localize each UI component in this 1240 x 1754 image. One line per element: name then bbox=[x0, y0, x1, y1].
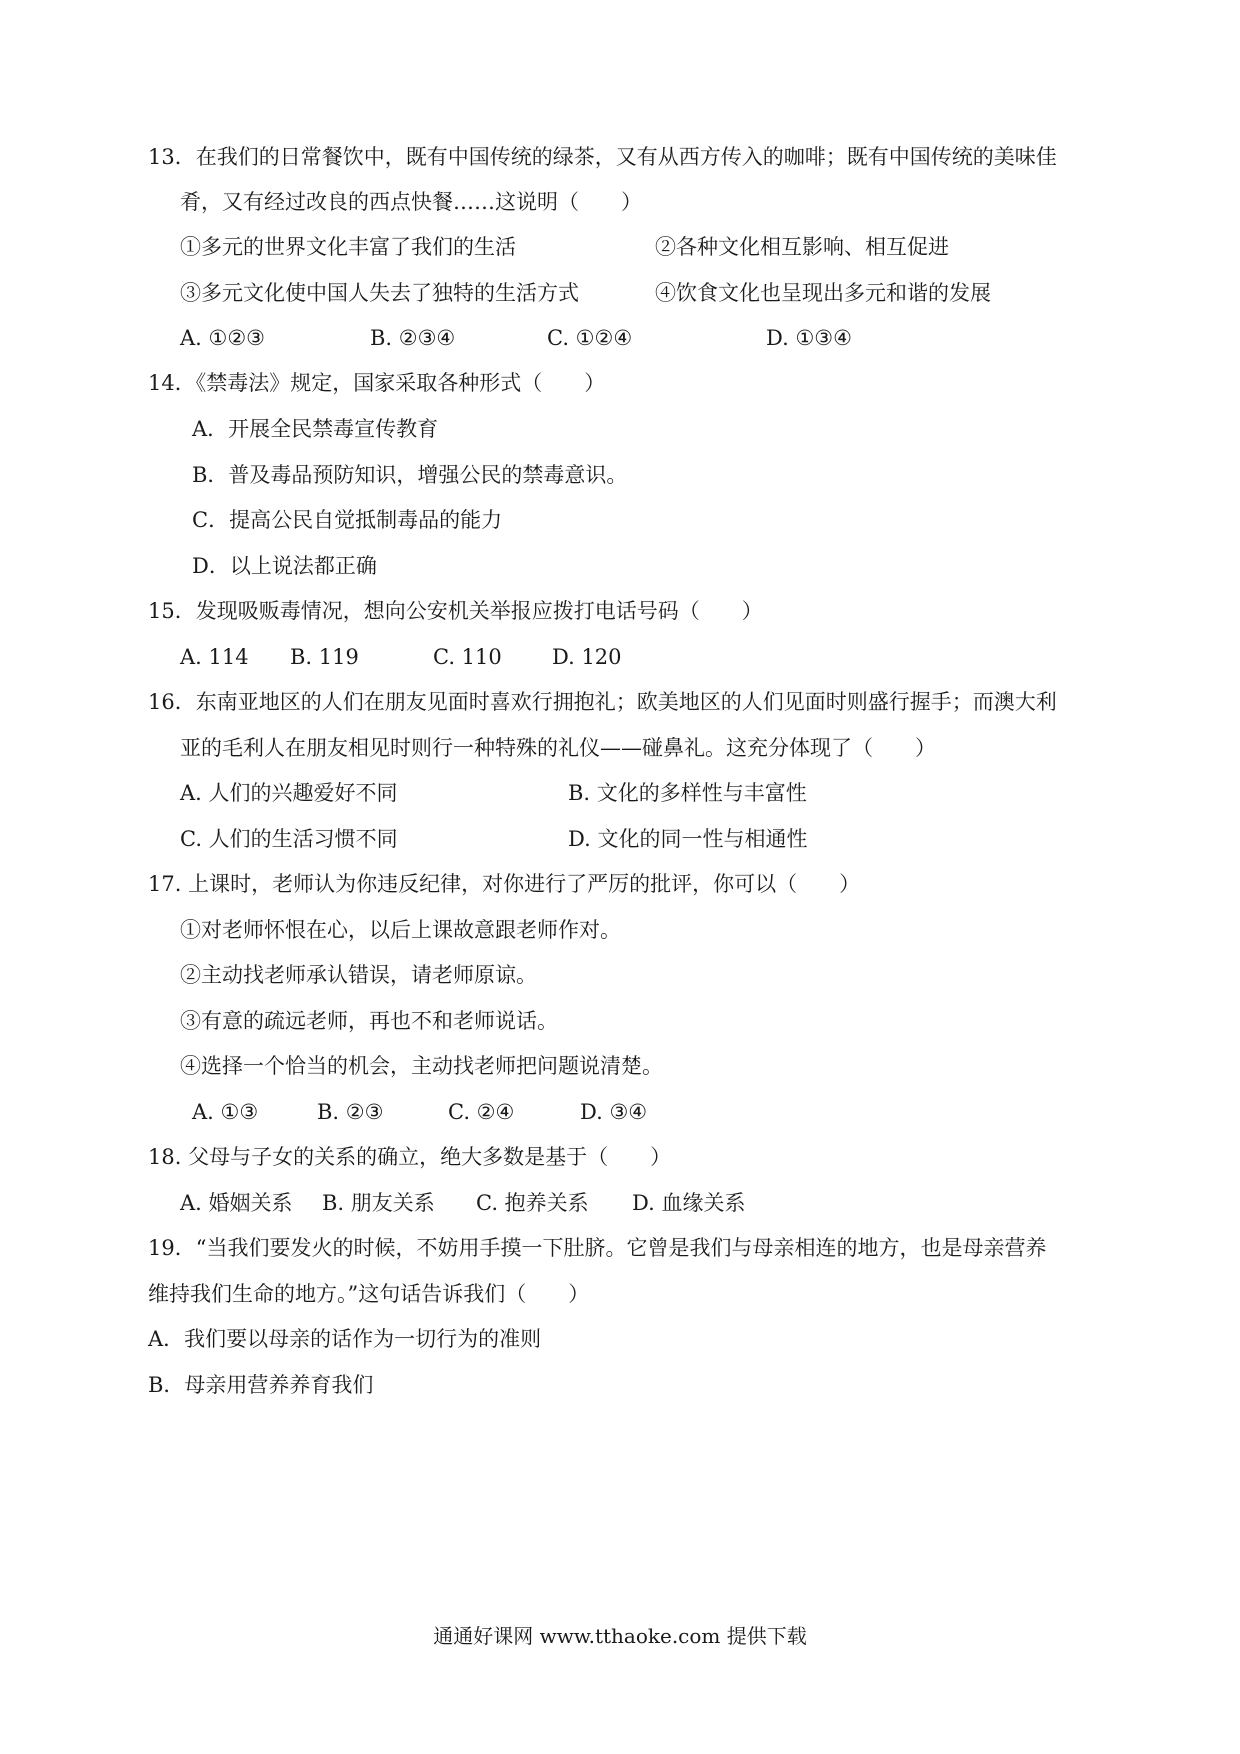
question-19-line-1: 19．“当我们要发火的时候，不妨用手摸一下肚脐。它曾是我们与母亲相连的地方，也是母亲营养 bbox=[148, 1236, 1047, 1260]
question-15-stem: 15．发现吸贩毒情况，想向公安机关举报应拨打电话号码（ ） bbox=[148, 599, 763, 623]
question-13-option-a: A. ①②③ bbox=[180, 326, 265, 350]
question-17-statement-2: ②主动找老师承认错误，请老师原谅。 bbox=[180, 963, 537, 987]
question-15-option-c: C. 110 bbox=[433, 645, 502, 669]
question-17-option-a: A. ①③ bbox=[192, 1100, 259, 1124]
question-19-line-2: 维持我们生命的地方。”这句话告诉我们（ ） bbox=[148, 1282, 590, 1306]
question-18-option-a: A. 婚姻关系 bbox=[180, 1191, 293, 1215]
question-15-option-b: B. 119 bbox=[290, 645, 359, 669]
question-17-option-b: B. ②③ bbox=[317, 1100, 384, 1124]
question-14-option-c: C．提高公民自觉抵制毒品的能力 bbox=[192, 508, 503, 532]
question-17-option-c: C. ②④ bbox=[448, 1100, 515, 1124]
question-17-statement-3: ③有意的疏远老师，再也不和老师说话。 bbox=[180, 1009, 558, 1033]
question-18-option-d: D. 血缘关系 bbox=[632, 1191, 746, 1215]
question-16-option-b: B. 文化的多样性与丰富性 bbox=[568, 781, 807, 805]
question-13-statement-4: ④饮食文化也呈现出多元和谐的发展 bbox=[655, 281, 991, 305]
question-17-statement-4: ④选择一个恰当的机会，主动找老师把问题说清楚。 bbox=[180, 1054, 663, 1078]
question-15-option-a: A. 114 bbox=[180, 645, 249, 669]
question-18-option-b: B. 朋友关系 bbox=[322, 1191, 435, 1215]
question-16-option-a: A. 人们的兴趣爱好不同 bbox=[180, 781, 398, 805]
question-16-line-2: 亚的毛利人在朋友相见时则行一种特殊的礼仪——碰鼻礼。这充分体现了（ ） bbox=[180, 736, 936, 760]
question-13-statement-3: ③多元文化使中国人失去了独特的生活方式 bbox=[180, 281, 579, 305]
question-15-option-d: D. 120 bbox=[552, 645, 622, 669]
question-13-statement-2: ②各种文化相互影响、相互促进 bbox=[655, 235, 949, 259]
question-14-option-b: B．普及毒品预防知识，增强公民的禁毒意识。 bbox=[192, 463, 628, 487]
question-17-option-d: D. ③④ bbox=[580, 1100, 648, 1124]
question-16-option-d: D. 文化的同一性与相通性 bbox=[568, 827, 808, 851]
question-13-option-b: B. ②③④ bbox=[370, 326, 456, 350]
question-17-stem: 17. 上课时，老师认为你违反纪律，对你进行了严厉的批评，你可以（ ） bbox=[148, 872, 861, 896]
question-17-statement-1: ①对老师怀恨在心，以后上课故意跟老师作对。 bbox=[180, 918, 621, 942]
question-13-option-d: D. ①③④ bbox=[766, 326, 852, 350]
question-14-option-d: D．以上说法都正确 bbox=[192, 554, 377, 578]
question-18-option-c: C. 抱养关系 bbox=[476, 1191, 589, 1215]
question-16-line-1: 16．东南亚地区的人们在朋友见面时喜欢行拥抱礼；欧美地区的人们见面时则盛行握手；而澳大利 bbox=[148, 690, 1057, 714]
question-13-line-1: 13．在我们的日常餐饮中，既有中国传统的绿茶，又有从西方传入的咖啡；既有中国传统的美味佳 bbox=[148, 145, 1057, 169]
question-16-option-c: C. 人们的生活习惯不同 bbox=[180, 827, 398, 851]
question-14-option-a: A．开展全民禁毒宣传教育 bbox=[192, 417, 439, 441]
question-13-line-2: 肴，又有经过改良的西点快餐……这说明（ ） bbox=[180, 190, 642, 214]
question-13-option-c: C. ①②④ bbox=[547, 326, 633, 350]
question-18-stem: 18. 父母与子女的关系的确立，绝大多数是基于（ ） bbox=[148, 1145, 672, 1169]
page-footer: 通通好课网 www.tthaoke.com 提供下载 bbox=[433, 1624, 807, 1648]
question-13-statement-1: ①多元的世界文化丰富了我们的生活 bbox=[180, 235, 516, 259]
question-14-stem: 14．《禁毒法》规定，国家采取各种形式（ ） bbox=[148, 371, 606, 395]
question-19-option-b: B．母亲用营养养育我们 bbox=[148, 1373, 374, 1397]
question-19-option-a: A．我们要以母亲的话作为一切行为的准则 bbox=[148, 1327, 542, 1351]
